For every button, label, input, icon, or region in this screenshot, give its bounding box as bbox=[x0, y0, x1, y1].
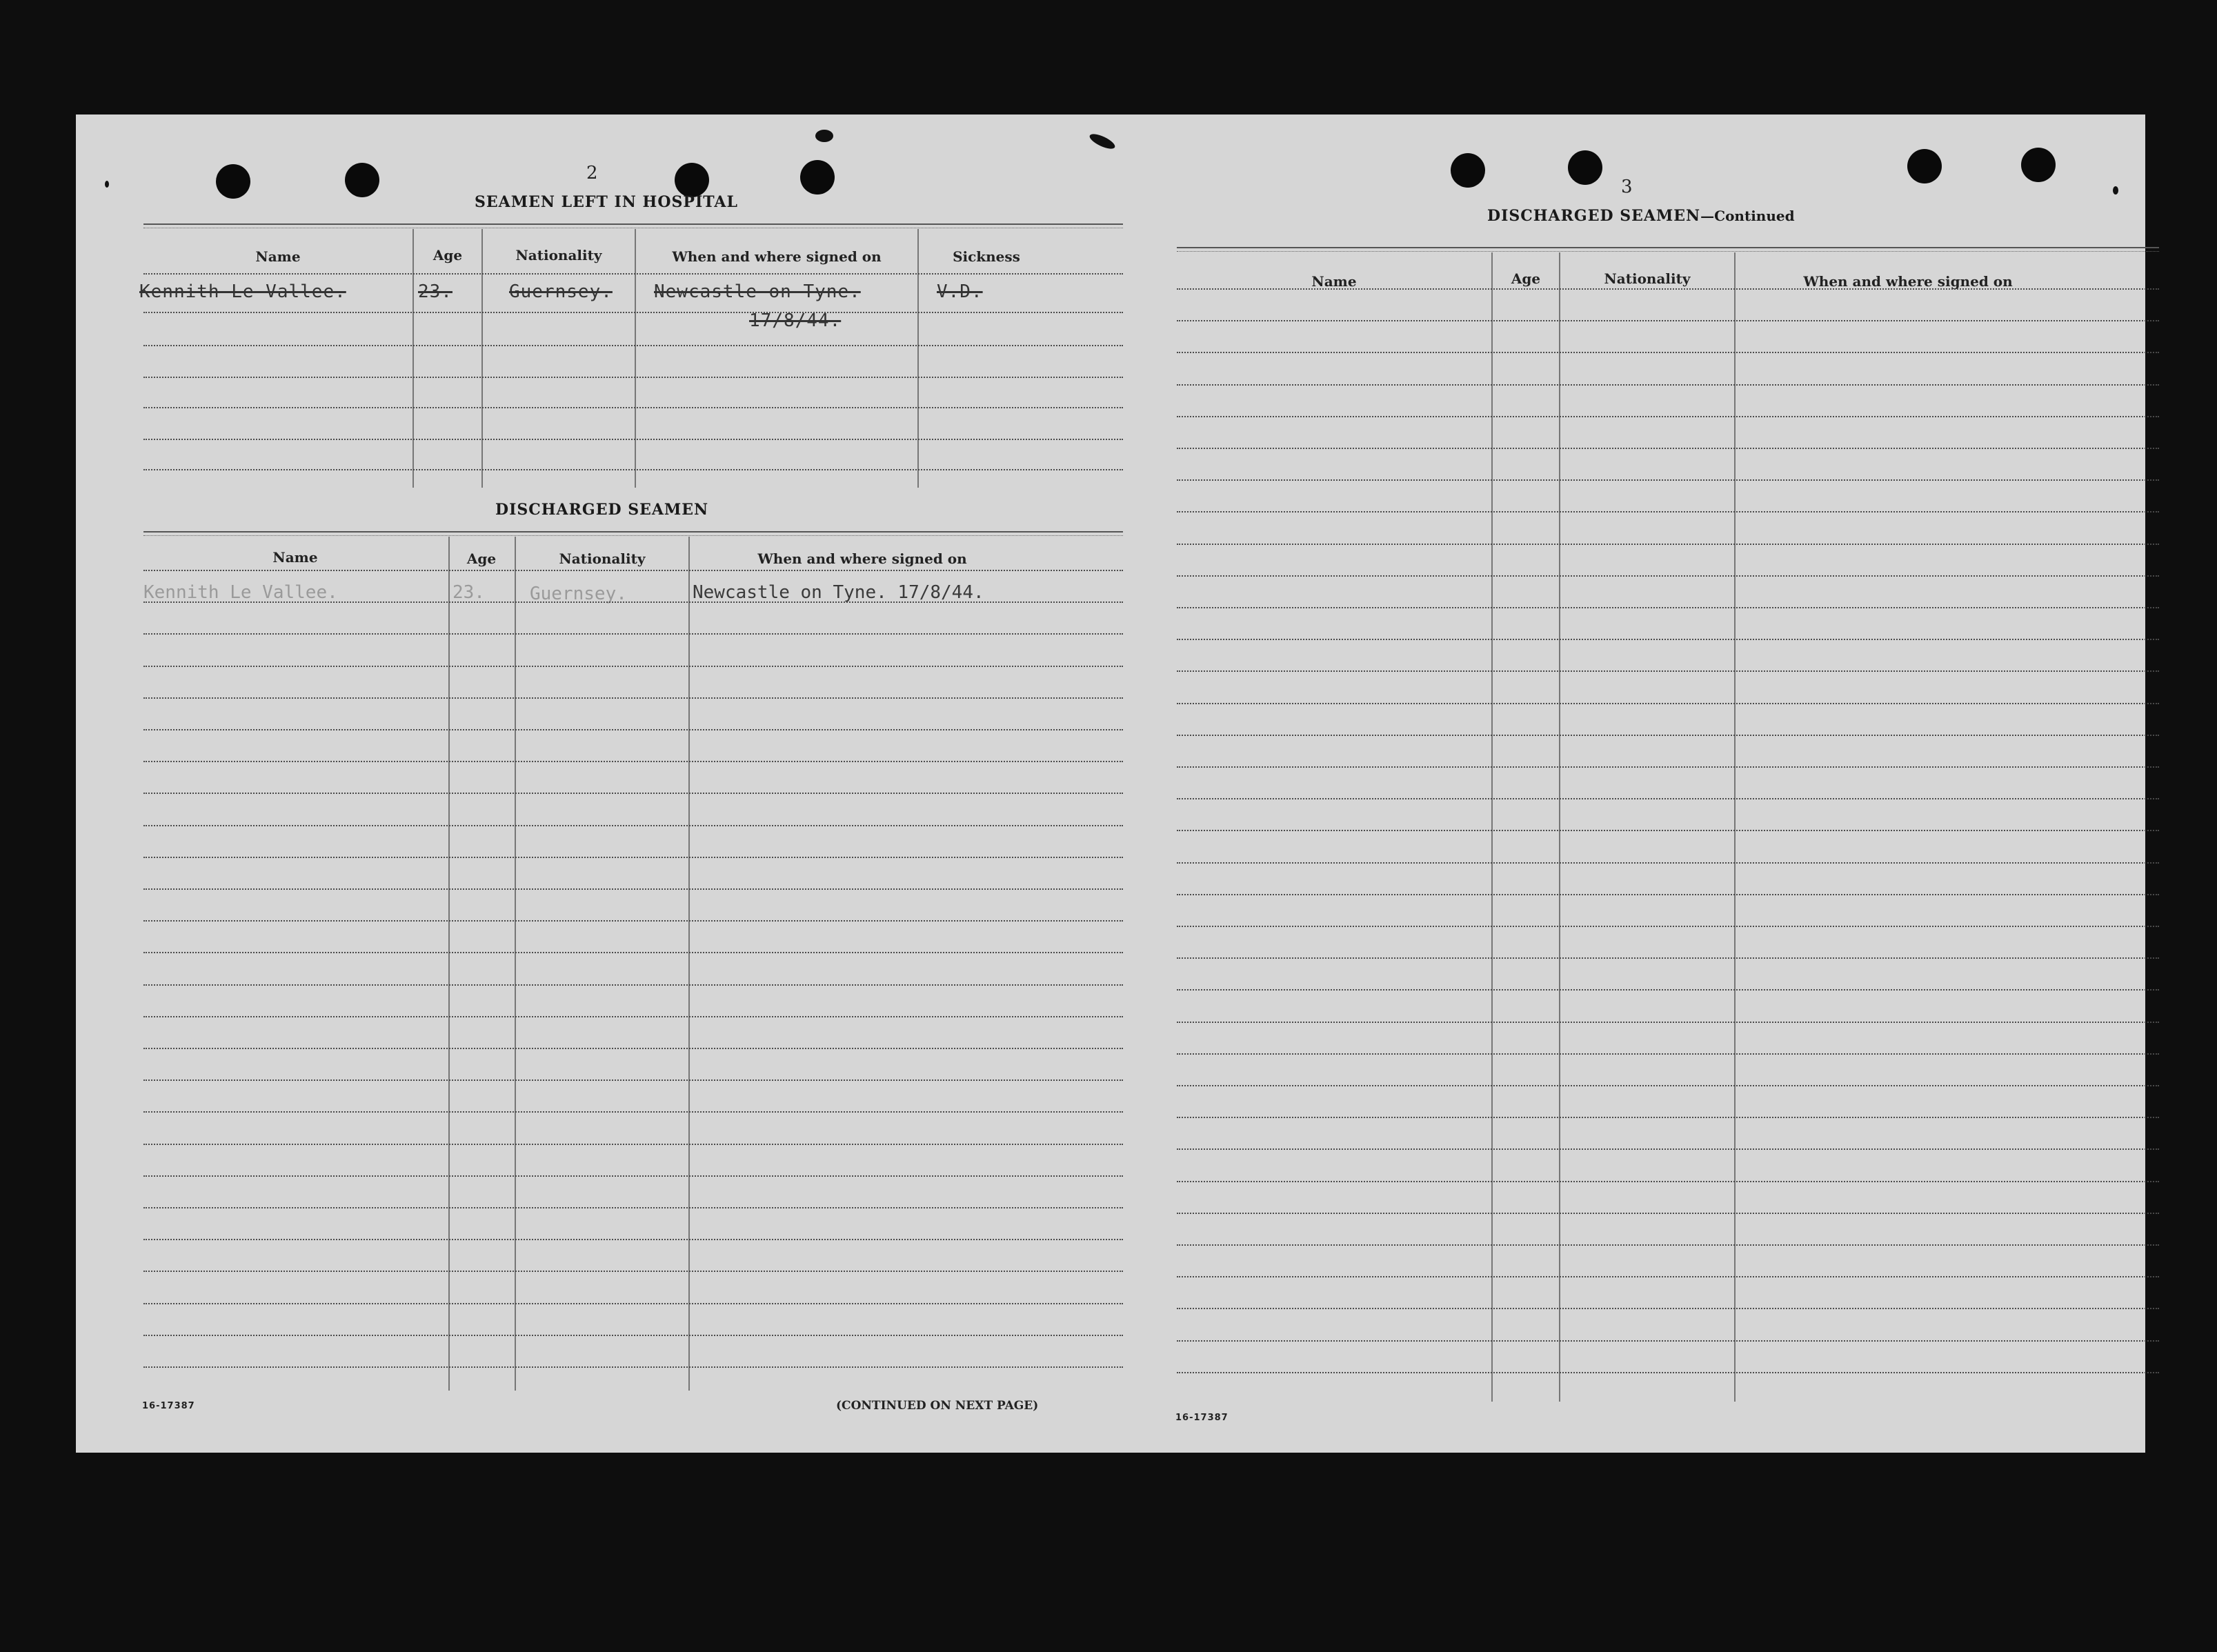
ruled-line bbox=[1177, 352, 2159, 353]
hospital-entry-signed-on-place: Newcastle-on-Tyne. bbox=[654, 281, 861, 302]
ruled-line bbox=[143, 1303, 1123, 1304]
ruled-line bbox=[1177, 575, 2159, 577]
ruled-line bbox=[1177, 1244, 2159, 1246]
discharged-entry-nationality: Guernsey. bbox=[530, 584, 627, 604]
ink-speck bbox=[105, 181, 109, 188]
ruled-line bbox=[1177, 448, 2159, 449]
ruled-line bbox=[1177, 798, 2159, 799]
ruled-line bbox=[143, 1366, 1123, 1368]
column-header-signed-on: When and where signed on bbox=[1803, 273, 2013, 290]
ruled-line bbox=[143, 1144, 1123, 1145]
ruled-line bbox=[1177, 1053, 2159, 1055]
ruled-line bbox=[143, 825, 1123, 826]
punch-hole bbox=[1568, 150, 1602, 185]
ruled-line bbox=[1177, 862, 2159, 864]
hospital-entry-age: 23. bbox=[418, 281, 453, 302]
column-header-nationality: Nationality bbox=[1604, 270, 1691, 287]
ruled-line bbox=[143, 1207, 1123, 1208]
column-header-signed-on: When and where signed on bbox=[672, 248, 882, 265]
discharged-entry-age: 23. bbox=[453, 582, 485, 603]
ink-speck bbox=[2113, 186, 2118, 195]
form-number-right: 16-17387 bbox=[1175, 1413, 1229, 1423]
ruled-line bbox=[143, 1239, 1123, 1240]
punch-hole bbox=[800, 160, 835, 195]
ruled-line bbox=[1177, 1117, 2159, 1118]
ruled-line bbox=[1177, 511, 2159, 512]
column-header-age: Age bbox=[433, 247, 463, 263]
ruled-line bbox=[143, 1079, 1123, 1081]
form-number-left: 16-17387 bbox=[142, 1401, 195, 1411]
ruled-line bbox=[1177, 416, 2159, 417]
ruled-line bbox=[143, 666, 1123, 667]
punch-hole bbox=[216, 164, 250, 199]
ruled-line bbox=[143, 793, 1123, 794]
ruled-line bbox=[1177, 1340, 2159, 1342]
ruled-line bbox=[1177, 1085, 2159, 1086]
right-section-title bbox=[1487, 207, 1795, 225]
hospital-entry-nationality: Guernsey. bbox=[509, 281, 613, 302]
ruled-line bbox=[1177, 639, 2159, 640]
ruled-line bbox=[1177, 830, 2159, 831]
right-title-suffix: —Continued bbox=[1700, 208, 1795, 224]
discharged-section-title: DISCHARGED SEAMEN bbox=[495, 501, 709, 519]
ruled-line bbox=[1177, 384, 2159, 386]
ruled-line bbox=[1177, 766, 2159, 768]
ruled-line bbox=[1177, 894, 2159, 895]
ruled-line bbox=[1177, 1276, 2159, 1277]
ruled-line bbox=[1177, 1148, 2159, 1150]
punch-hole bbox=[345, 163, 379, 197]
ruled-line bbox=[143, 1016, 1123, 1017]
ruled-line bbox=[1177, 1213, 2159, 1214]
ruled-line bbox=[1177, 288, 2159, 290]
ruled-line bbox=[143, 1271, 1123, 1272]
ruled-line bbox=[1177, 926, 2159, 927]
ruled-line bbox=[143, 729, 1123, 730]
ruled-line bbox=[1177, 479, 2159, 481]
punch-hole bbox=[1451, 153, 1485, 188]
ruled-line bbox=[143, 984, 1123, 986]
column-header-sickness: Sickness bbox=[953, 248, 1020, 265]
ruled-line bbox=[143, 1335, 1123, 1336]
column-header-nationality: Nationality bbox=[515, 247, 602, 263]
ruled-line bbox=[1177, 703, 2159, 704]
hospital-entry-sickness: V.D. bbox=[937, 281, 983, 302]
ruled-line bbox=[143, 952, 1123, 953]
ruled-line bbox=[1177, 1372, 2159, 1373]
page-number-left: 2 bbox=[586, 163, 598, 183]
right-title-main: DISCHARGED SEAMEN bbox=[1487, 207, 1701, 225]
ruled-line bbox=[1177, 989, 2159, 991]
hospital-entry-name: Kennith Le Vallee. bbox=[139, 281, 346, 302]
ruled-line bbox=[1177, 607, 2159, 608]
ruled-line bbox=[143, 633, 1123, 635]
ruled-line bbox=[1177, 670, 2159, 672]
column-header-name: Name bbox=[272, 549, 318, 566]
ruled-line bbox=[143, 888, 1123, 890]
column-header-name: Name bbox=[1311, 273, 1357, 290]
punch-hole bbox=[2021, 148, 2056, 182]
ruled-line bbox=[1177, 544, 2159, 545]
discharged-entry-signed-on: Newcastle on Tyne. 17/8/44. bbox=[693, 582, 984, 603]
column-header-age: Age bbox=[466, 550, 497, 567]
discharged-table-left bbox=[143, 531, 1123, 1393]
ruled-line bbox=[143, 920, 1123, 922]
column-header-name: Name bbox=[255, 248, 301, 265]
ruled-line bbox=[1177, 1022, 2159, 1023]
column-header-nationality: Nationality bbox=[559, 550, 646, 567]
ruled-line bbox=[1177, 1308, 2159, 1309]
ruled-line bbox=[1177, 735, 2159, 736]
ruled-line bbox=[143, 697, 1123, 699]
continued-note: (CONTINUED ON NEXT PAGE) bbox=[836, 1399, 1039, 1413]
discharged-entry-name: Kennith Le Vallee. bbox=[143, 582, 338, 603]
ruled-line bbox=[143, 570, 1123, 571]
hospital-section-title: SEAMEN LEFT IN HOSPITAL bbox=[475, 193, 738, 211]
hospital-entry-signed-on-date: 17/8/44. bbox=[749, 310, 842, 331]
ink-speck bbox=[815, 130, 833, 142]
ruled-line bbox=[1177, 320, 2159, 321]
ruled-line bbox=[143, 857, 1123, 858]
ruled-line bbox=[143, 1175, 1123, 1177]
ledger-paper bbox=[76, 115, 2145, 1453]
ruled-line bbox=[1177, 1181, 2159, 1182]
page-number-right: 3 bbox=[1621, 177, 1633, 197]
punch-hole bbox=[675, 163, 709, 197]
discharged-table-right bbox=[1177, 247, 2159, 1406]
punch-hole bbox=[1907, 149, 1942, 183]
ruled-line bbox=[143, 1111, 1123, 1113]
column-header-signed-on: When and where signed on bbox=[757, 550, 967, 567]
column-header-age: Age bbox=[1511, 270, 1541, 287]
ruled-line bbox=[1177, 957, 2159, 959]
ruled-line bbox=[143, 1048, 1123, 1049]
ink-speck bbox=[1088, 131, 1117, 152]
ruled-line bbox=[143, 601, 1123, 603]
ruled-line bbox=[143, 761, 1123, 762]
